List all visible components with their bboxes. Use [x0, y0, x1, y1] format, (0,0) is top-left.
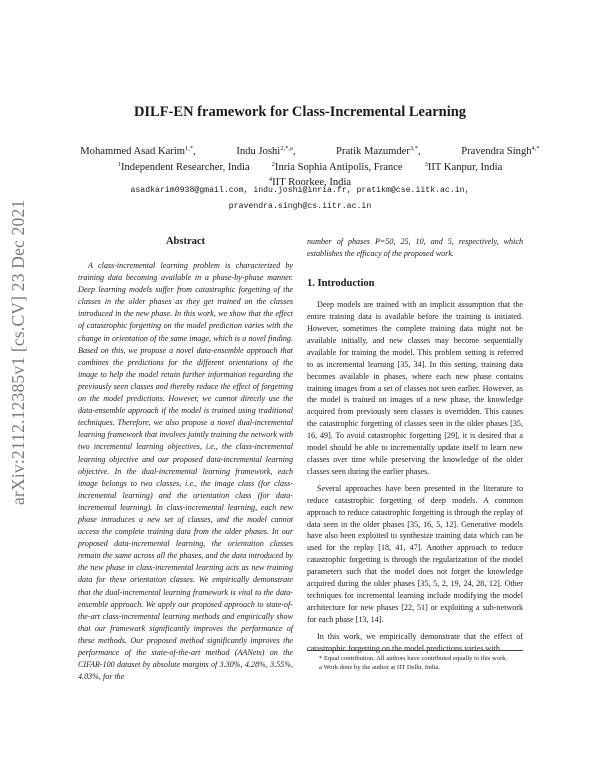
left-column	[78, 236, 293, 683]
footnote: * Equal contribution. All authors have contributed equally to this work.	[319, 655, 508, 662]
abstract-continued: number of phases P=50, 25, 10, and 5, respectively, which establishes the efficacy of the proposed work.	[307, 237, 523, 259]
affiliation: $^1$Independent Researcher, India	[117, 160, 250, 173]
right-column	[307, 236, 523, 659]
author-names	[60, 143, 560, 159]
footnote: a Work done by the author at IIT Delhi, India.	[319, 664, 440, 671]
footnotes	[307, 650, 523, 672]
affiliation: $^2$Inria Sophia Antipolis, France	[271, 160, 403, 173]
intro-paragraph: In this work, we empirically demonstrate that the effect of catastrophic forgetting on the model predictions varies with	[307, 631, 523, 653]
email-line: asadkarim0938@gmail.com, indu.joshi@inria.fr, pratikm@cse.iitk.ac.in,	[130, 186, 470, 195]
author: Mohammed Asad Karim$^{1,*}$,	[80, 145, 196, 157]
author: Indu Joshi$^{2,*,a}$,	[236, 145, 296, 157]
intro-paragraph: Deep models are trained with an implicit assumption that the entire training data is available before the training is initiated. However, sometimes the complete training data might not be available initially, and new classes may become sequentially available for training the model. This problem setting is referred to as incremental learning [35, 34]. In this setting, training data becomes available in phases, where each new phase contains training images from a set of classes not seen earlier. However, as the model is trained on images of a new phase, the knowledge acquired from previously seen classes is overridden. This causes the catastrophic forgetting of classes seen in the older phases [35, 16, 49]. To avoid catastrophic forgetting [29], it is desired that a model should be able to incrementally update itself to learn new classes over time while preserving the knowledge of the older classes seen during the earlier phases.	[307, 300, 523, 476]
introduction-heading: 1. Introduction	[307, 278, 375, 290]
arxiv-identifier-stamp: arXiv:2112.12385v1 [cs.CV] 23 Dec 2021	[8, 199, 28, 505]
author: Pratik Mazumder$^{3,*}$,	[336, 145, 421, 157]
author-emails	[0, 183, 600, 215]
abstract-body: A class-incremental learning problem is characterized by training data becoming available in a phase-by-phase manner. Deep learning models suffer from catastrophic forgetting of the classes in the older phases as they get trained on the classes introduced in the new phase. In this work, we show that the effect of catastrophic forgetting on the model prediction varies with the change in orientation of the same image, which is a novel finding. Based on this, we propose a novel data-ensemble approach that combines the predictions for the different orientations of the image to help the model retain further information regarding the previously seen classes and thereby reduce the effect of forgetting on the model predictions. However, we cannot directly use the data-ensemble approach if the model is trained using traditional techniques. Therefore, we also propose a novel dual-incremental learning framework that involves jointly training the network with two incremental learning objectives, i.e., the class-incremental learning objective and our proposed data-incremental learning objective. In the dual-incremental learning framework, each image belongs to two classes, i.e., the image class (for class-incremental learning) and the orientation class (for data-incremental learning). In class-incremental learning, each new phase introduces a new set of classes, and the model cannot access the complete training data from the older phases. In our proposed data-incremental learning, the orientation classes remain the same across all the phases, and the data introduced by the new phase in class-incremental learning acts as new training data for these orientation classes. We empirically demonstrate that the dual-incremental learning framework is vital to the data-ensemble approach. We apply our proposed approach to state-of-the-art class-incremental learning methods and empirically show that our framework significantly improves the performance of these methods. Our proposed method significantly improves the performance of the state-of-the-art method (AANets) on the CIFAR-100 dataset by absolute margins of 3.30%, 4.28%, 3.55%, 4.03%, for the	[78, 261, 293, 682]
email-line: pravendra.singh@cs.iitr.ac.in	[228, 202, 372, 211]
affiliation: $^3$IIT Kanpur, India	[424, 160, 503, 173]
intro-paragraph: Several approaches have been presented in the literature to reduce catastrophic forgetting of deep models. A common approach to reduce catastrophic forgetting is through the replay of data seen in the older phases [35, 16, 5, 12]. Generative models have also been exploited to synthesize training data which can be used for the replay [18, 41, 47]. Another approach to reduce catastrophic forgetting is through the regularization of the model parameters such that the model does not forget the knowledge acquired during the older phases [35, 5, 2, 19, 24, 28, 12]. Other techniques for incremental learning include modifying the model architecture for new phases [22, 51] or exploiting a sub-network for each phase [13, 14].	[307, 483, 523, 624]
abstract-heading: Abstract	[165, 236, 206, 247]
affiliations	[60, 159, 560, 175]
paper-title: DILF-EN framework for Class-Incremental Learning	[133, 104, 467, 120]
affiliation: $^4$IIT Roorkee, India	[268, 176, 352, 188]
author: Pravendra Singh$^{4,*}$	[461, 145, 540, 157]
